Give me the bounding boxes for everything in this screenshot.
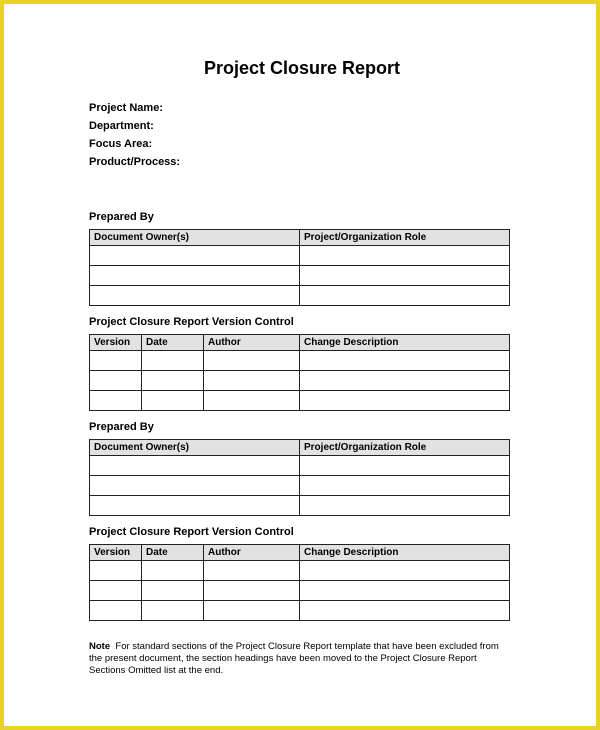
field-department: Department: [89,120,154,132]
table-row [90,246,510,266]
table-cell[interactable] [204,561,300,581]
header-version: Version [90,545,142,561]
version-control-table-2 [89,544,510,621]
version-control-label-1: Project Closure Report Version Control [89,316,294,328]
table-row [90,601,510,621]
table-cell[interactable] [90,266,300,286]
table-row [90,496,510,516]
table-cell[interactable] [300,246,510,266]
table-cell[interactable] [300,351,510,371]
version-control-table-1 [89,334,510,411]
table-cell[interactable] [90,351,142,371]
table-row [90,476,510,496]
table-cell[interactable] [90,371,142,391]
header-role: Project/Organization Role [300,230,510,246]
table-cell[interactable] [142,351,204,371]
header-version: Version [90,335,142,351]
table-row [90,456,510,476]
table-cell[interactable] [300,581,510,601]
table-header-row [90,545,510,561]
prepared-by-table-2 [89,439,510,516]
table-row [90,371,510,391]
header-change-description: Change Description [300,335,510,351]
field-project-name: Project Name: [89,102,163,114]
table-cell[interactable] [90,286,300,306]
header-author: Author [204,335,300,351]
table-cell[interactable] [204,371,300,391]
table-cell[interactable] [90,561,142,581]
table-cell[interactable] [300,561,510,581]
header-change-description: Change Description [300,545,510,561]
page-title: Project Closure Report [203,58,401,78]
table-row [90,391,510,411]
field-focus-area: Focus Area: [89,138,153,150]
header-document-owners: Document Owner(s) [90,230,300,246]
table-cell[interactable] [204,351,300,371]
table-cell[interactable] [142,561,204,581]
header-role: Project/Organization Role [300,440,510,456]
table-row [90,266,510,286]
table-row [90,561,510,581]
table-row [90,581,510,601]
table-cell[interactable] [90,496,300,516]
header-date: Date [142,335,204,351]
note-text: For standard sections of the Project Closure Report template that have been excluded from the present document, the section headings have been moved to the Project Closure Report Sections Omitted list at the end. [89,641,499,676]
prepared-by-label-1: Prepared By [89,211,154,223]
table-header-row [90,335,510,351]
table-row [90,351,510,371]
table-cell[interactable] [300,371,510,391]
header-author: Author [204,545,300,561]
table-cell[interactable] [204,391,300,411]
table-cell[interactable] [300,496,510,516]
table-cell[interactable] [90,246,300,266]
note-paragraph [89,641,514,677]
note-label: Note [89,641,111,652]
table-cell[interactable] [204,581,300,601]
table-cell[interactable] [142,601,204,621]
document-page [4,4,596,726]
table-cell[interactable] [90,581,142,601]
prepared-by-table-1 [89,229,510,306]
prepared-by-label-2: Prepared By [89,421,154,433]
table-cell[interactable] [142,581,204,601]
table-cell[interactable] [90,391,142,411]
table-cell[interactable] [142,371,204,391]
table-cell[interactable] [300,266,510,286]
table-cell[interactable] [90,456,300,476]
project-fields [89,101,180,173]
field-product-process: Product/Process: [89,156,181,168]
table-header-row [90,440,510,456]
table-cell[interactable] [90,476,300,496]
table-cell[interactable] [300,456,510,476]
table-cell[interactable] [300,286,510,306]
header-date: Date [142,545,204,561]
table-cell[interactable] [90,601,142,621]
table-cell[interactable] [142,391,204,411]
table-cell[interactable] [300,601,510,621]
table-cell[interactable] [204,601,300,621]
version-control-label-2: Project Closure Report Version Control [89,526,294,538]
table-cell[interactable] [300,391,510,411]
table-header-row [90,230,510,246]
table-row [90,286,510,306]
table-cell[interactable] [300,476,510,496]
header-document-owners: Document Owner(s) [90,440,300,456]
